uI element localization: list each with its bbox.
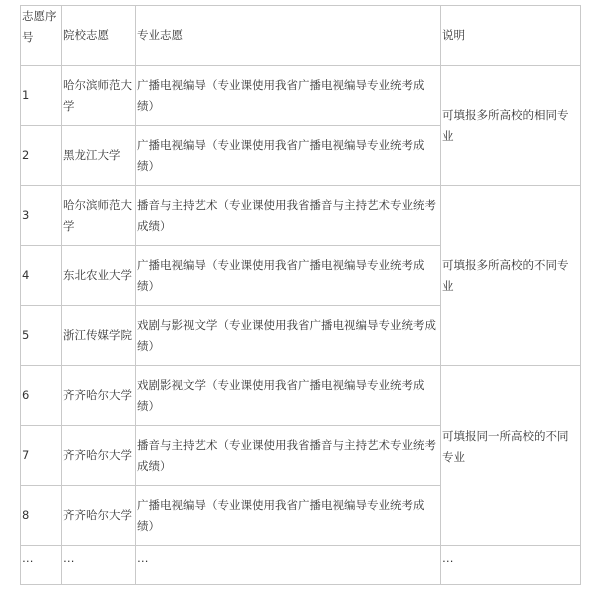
row-order-no: 6 — [21, 366, 62, 426]
row-order-no: 4 — [21, 246, 62, 306]
ellipsis-cell: … — [441, 546, 581, 585]
row-major: 广播电视编导（专业课使用我省广播电视编导专业统考成绩） — [136, 486, 441, 546]
table-row — [21, 366, 581, 426]
row-order-no: 3 — [21, 186, 62, 246]
row-order-no: 8 — [21, 486, 62, 546]
ellipsis-cell: … — [62, 546, 136, 585]
row-school: 哈尔滨师范大学 — [62, 186, 136, 246]
row-school: 东北农业大学 — [62, 246, 136, 306]
row-order-no: 2 — [21, 126, 62, 186]
row-major: 戏剧与影视文学（专业课使用我省广播电视编导专业统考成绩） — [136, 306, 441, 366]
table-row — [21, 186, 581, 246]
table-header-row — [21, 6, 581, 66]
row-major: 播音与主持艺术（专业课使用我省播音与主持艺术专业统考成绩） — [136, 186, 441, 246]
row-school: 黑龙江大学 — [62, 126, 136, 186]
row-major: 戏剧影视文学（专业课使用我省广播电视编导专业统考成绩） — [136, 366, 441, 426]
volunteer-table — [20, 5, 581, 585]
row-major: 广播电视编导（专业课使用我省广播电视编导专业统考成绩） — [136, 246, 441, 306]
row-school: 哈尔滨师范大学 — [62, 66, 136, 126]
row-order-no: 7 — [21, 426, 62, 486]
header-order-no: 志愿序号 — [21, 6, 62, 66]
row-note-different-majors: 可填报多所高校的不同专业 — [441, 186, 581, 366]
row-order-no: 5 — [21, 306, 62, 366]
row-school: 浙江传媒学院 — [62, 306, 136, 366]
header-note: 说明 — [441, 6, 581, 66]
row-major: 播音与主持艺术（专业课使用我省播音与主持艺术专业统考成绩） — [136, 426, 441, 486]
row-note-same-school: 可填报同一所高校的不同专业 — [441, 366, 581, 546]
header-school: 院校志愿 — [62, 6, 136, 66]
ellipsis-cell: … — [21, 546, 62, 585]
row-order-no: 1 — [21, 66, 62, 126]
table-row-ellipsis — [21, 546, 581, 585]
row-school: 齐齐哈尔大学 — [62, 486, 136, 546]
row-school: 齐齐哈尔大学 — [62, 366, 136, 426]
table-row — [21, 66, 581, 126]
header-major: 专业志愿 — [136, 6, 441, 66]
row-major: 广播电视编导（专业课使用我省广播电视编导专业统考成绩） — [136, 126, 441, 186]
row-note-same-major: 可填报多所高校的相同专业 — [441, 66, 581, 186]
ellipsis-cell: … — [136, 546, 441, 585]
row-major: 广播电视编导（专业课使用我省广播电视编导专业统考成绩） — [136, 66, 441, 126]
row-school: 齐齐哈尔大学 — [62, 426, 136, 486]
